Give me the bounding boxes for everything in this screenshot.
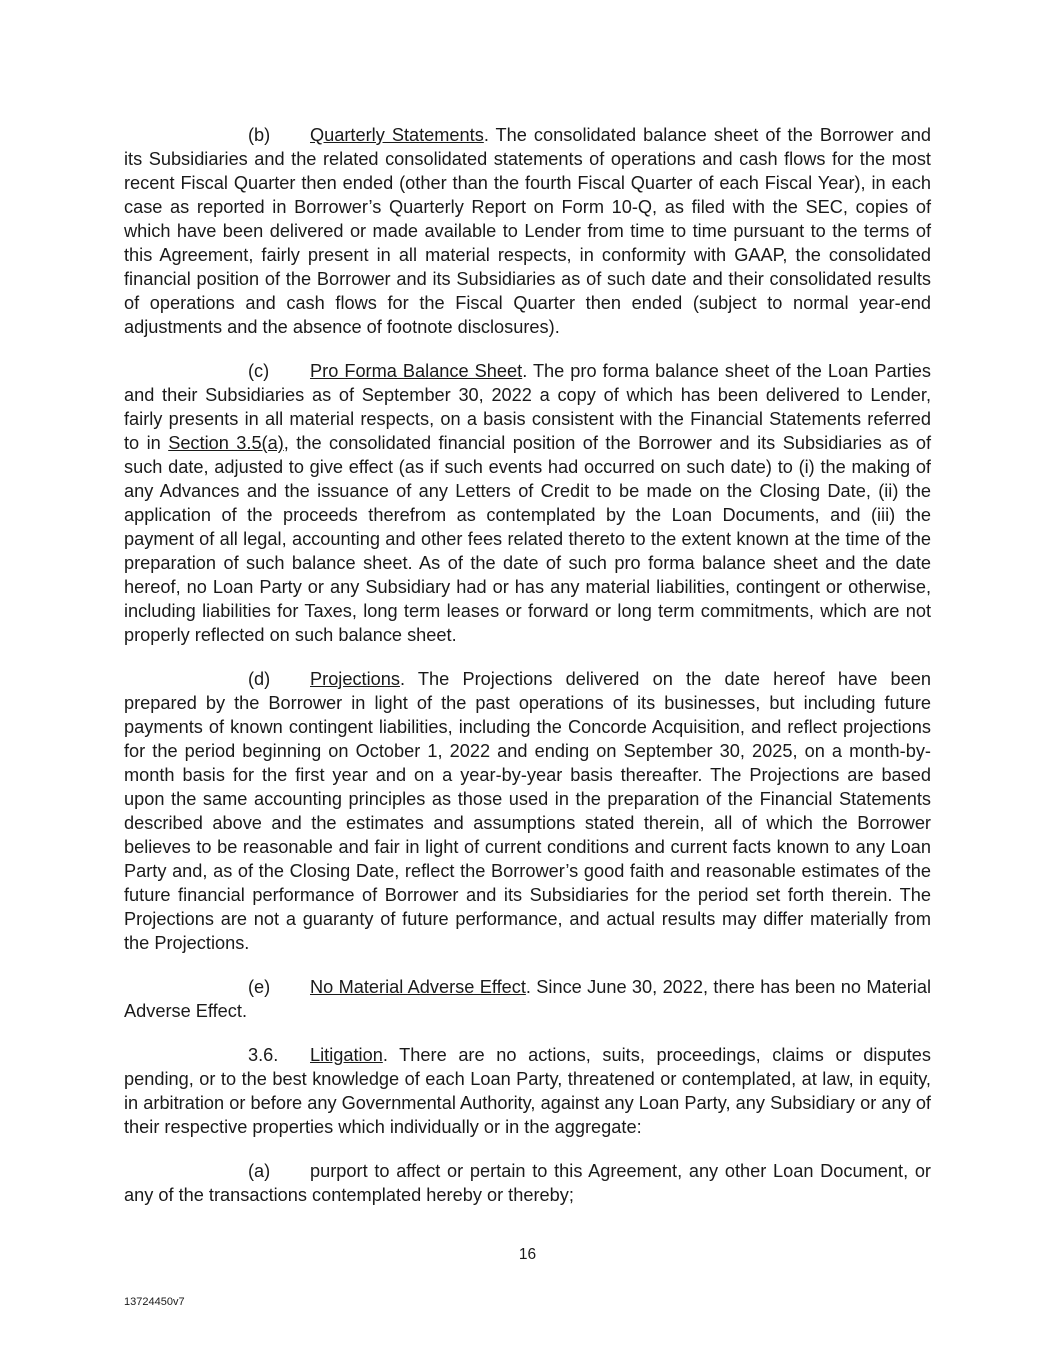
- document-id: 13724450v7: [124, 1296, 185, 1308]
- document-body: [124, 123, 931, 1227]
- section-a-litigation-item: [124, 1159, 931, 1207]
- section-c-pro-forma-balance-sheet: [124, 359, 931, 647]
- section-label: (c): [248, 361, 270, 381]
- section-e-no-material-adverse-effect: [124, 975, 931, 1023]
- section-label: (e): [248, 977, 271, 997]
- section-heading: Quarterly Statements: [310, 125, 484, 145]
- section-label: (b): [248, 125, 271, 145]
- section-b-quarterly-statements: [124, 123, 931, 339]
- section-text: . The Projections delivered on the date hereof have been prepared by the Borrower in light of the past operations of its businesses, but including future payments of known contingent liabilities, including the Concorde Acquisition, and reflect projections for the period beginning on October 1, 2022 and ending on September 30, 2025, on a month-by-month basis for the first year and on a year-by-year basis thereafter. The Projections are based upon the same accounting principles as those used in the preparation of the Financial Statements described above and the estimates and assumptions stated therein, all of which the Borrower believes to be reasonable and fair in light of current conditions and current facts known to any Loan Party and, as of the Closing Date, reflect the Borrower’s good faith and reasonable estimates of the future financial performance of Borrower and its Subsidiaries for the period set forth therein. The Projections are not a guaranty of future performance, and actual results may differ materially from the Projections.: [124, 669, 931, 953]
- section-heading: No Material Adverse Effect: [310, 977, 526, 997]
- section-heading: Litigation: [310, 1045, 383, 1065]
- section-d-projections: [124, 667, 931, 955]
- section-text: . The consolidated balance sheet of the Borrower and its Subsidiaries and the related consolidated statements of operations and cash flows for the most recent Fiscal Quarter then ended (other than the fourth Fiscal Quarter of each Fiscal Year), in each case as reported in Borrower’s Quarterly Report on Form 10-Q, as filed with the SEC, copies of which have been delivered or made available to Lender from time to time pursuant to the terms of this Agreement, fairly present in all material respects, in conformity with GAAP, the consolidated financial position of the Borrower and its Subsidiaries as of such date and their consolidated results of operations and cash flows for the Fiscal Quarter then ended (subject to normal year-end adjustments and the absence of footnote disclosures).: [124, 125, 931, 337]
- section-heading: Pro Forma Balance Sheet: [310, 361, 523, 381]
- section-heading: Projections: [310, 669, 400, 689]
- section-text: . Since June 30, 2022, there has been no Material Adverse Effect.: [124, 977, 932, 1021]
- section-text-continued: , the consolidated financial position of the Borrower and its Subsidiaries as of such date, adjusted to give effect (as if such events had occurred on such date) to (i) the making of any Advances and the issuance of any Letters of Credit to be made on the Closing Date, (ii) the application of the proceeds therefrom as contemplated by the Loan Documents, and (iii) the payment of all legal, accounting and other fees related thereto to the extent known at the time of the preparation of such balance sheet. As of the date of such pro forma balance sheet and the date hereof, no Loan Party or any Subsidiary had or has any material liabilities, contingent or otherwise, including liabilities for Taxes, long term leases or forward or long term commitments, which are not properly reflected on such balance sheet.: [124, 433, 932, 645]
- section-label: (d): [248, 669, 271, 689]
- section-reference: Section 3.5(a): [168, 433, 284, 453]
- section-text: . The pro forma balance sheet of the Loan Parties and their Subsidiaries as of September 30, 2022 a copy of which has been delivered to Lender, fairly presents in all material respects, on a basis consistent with the Financial Statements referred to in: [124, 361, 931, 453]
- section-label: (a): [248, 1161, 271, 1181]
- section-text: . There are no actions, suits, proceedings, claims or disputes pending, or to the best knowledge of each Loan Party, threatened or contemplated, at law, in equity, in arbitration or before any Governmental Authority, against any Loan Party, any Subsidiary or any of their respective properties which individually or in the aggregate:: [124, 1045, 931, 1137]
- page-number: 16: [518, 1246, 537, 1263]
- section-3-6-litigation: [124, 1043, 931, 1139]
- section-label: 3.6.: [248, 1045, 279, 1065]
- section-text: purport to affect or pertain to this Agreement, any other Loan Document, or any of the transactions contemplated hereby or thereby;: [124, 1161, 931, 1205]
